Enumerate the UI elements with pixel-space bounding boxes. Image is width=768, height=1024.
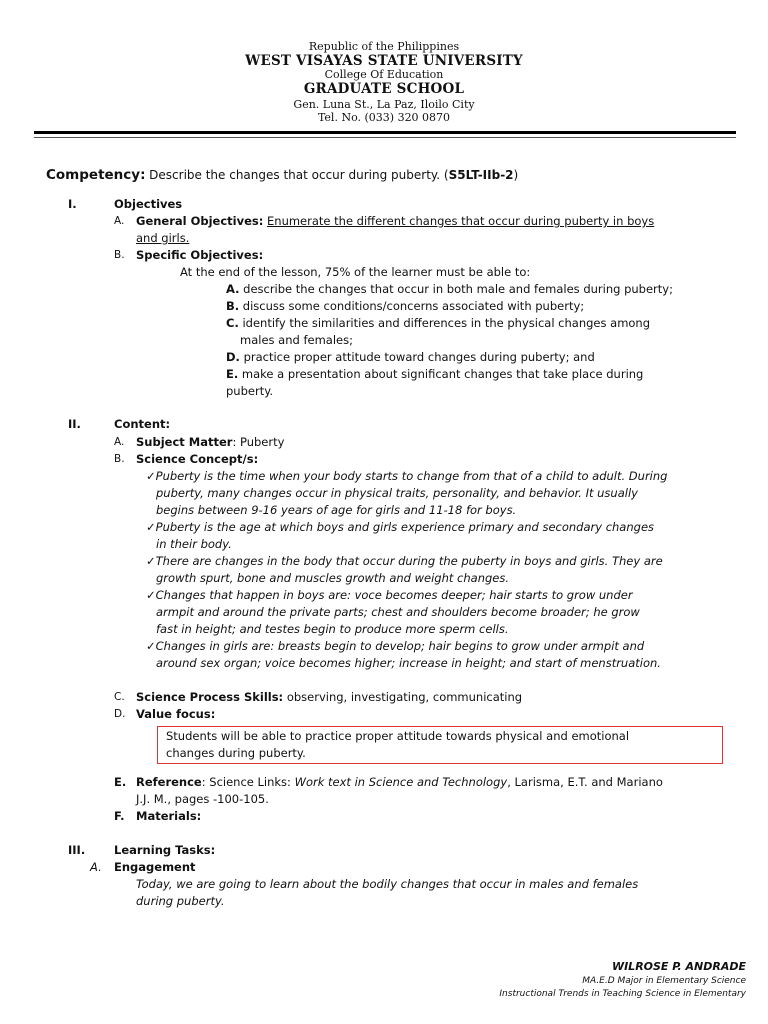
header-tel: Tel. No. (033) 320 0870 (317, 111, 451, 124)
list-marker: F. (114, 809, 125, 823)
section-title-objectives: Objectives (114, 197, 183, 211)
check-icon: ✓ (146, 520, 156, 534)
header-school: GRADUATE SCHOOL (303, 81, 465, 97)
specific-objective-item: D. practice proper attitude toward changes during puberty; and (226, 350, 595, 364)
concept-item: ✓Changes in girls are: breasts begin to develop; hair begins to grow under armpit and (146, 639, 645, 653)
general-objective-text: Enumerate the different changes that occur during puberty in boys (267, 214, 655, 228)
section-numeral-1: I. (68, 197, 77, 211)
list-marker: A. (90, 860, 102, 874)
specific-objective-item: C. identify the similarities and differences in the physical changes among (226, 316, 651, 330)
header-rule (34, 131, 736, 134)
concept-item: ✓Puberty is the age at which boys and girls experience primary and secondary changes (146, 520, 655, 534)
check-icon: ✓ (146, 588, 156, 602)
concept-item-cont: fast in height; and testes begin to produce more sperm cells. (156, 622, 509, 636)
competency-line: Competency: Describe the changes that occur during puberty. (S5LT-IIb-2) (46, 167, 519, 183)
value-focus-text: Students will be able to practice proper attitude towards physical and emotional (166, 729, 630, 743)
concept-item-cont: in their body. (156, 537, 232, 551)
list-marker: C. (114, 691, 125, 703)
specific-objectives-label: Specific Objectives: (136, 248, 264, 262)
specific-objective-item-cont: puberty. (226, 384, 274, 398)
section-numeral-3: III. (68, 843, 86, 857)
general-objective (136, 213, 654, 230)
subject-matter: Subject Matter: Puberty (136, 435, 285, 449)
specific-objective-item: A. describe the changes that occur in both male and females during puberty; (226, 282, 673, 296)
reference: Reference: Science Links: Work text in Science and Technology, Larisma, E.T. and Mariano (136, 775, 663, 789)
list-marker: D. (114, 708, 126, 720)
header-address: Gen. Luna St., La Paz, Iloilo City (293, 98, 475, 111)
process-skills-label: Science Process Skills: (136, 690, 284, 704)
section-title-tasks: Learning Tasks: (114, 843, 216, 857)
section-numeral-2: II. (68, 417, 81, 431)
section-title-content: Content: (114, 417, 171, 431)
engagement-text-cont: during puberty. (136, 894, 225, 908)
specific-objectives-intro: At the end of the lesson, 75% of the learner must be able to: (180, 265, 531, 279)
concept-item-cont: growth spurt, bone and muscles growth and weight changes. (156, 571, 510, 585)
list-marker: E. (114, 775, 127, 789)
engagement-text: Today, we are going to learn about the bodily changes that occur in males and females (136, 877, 639, 891)
subject-matter-value: Puberty (239, 435, 285, 449)
subject-matter-label: Subject Matter (136, 435, 233, 449)
header-college: College Of Education (324, 68, 444, 81)
concept-item: ✓Changes that happen in boys are: voce becomes deeper; hair starts to grow under (146, 588, 633, 602)
value-focus-label: Value focus: (136, 707, 216, 721)
check-icon: ✓ (146, 554, 156, 568)
process-skills-value: observing, investigating, communicating (286, 690, 523, 704)
concept-item: ✓Puberty is the time when your body starts to change from that of a child to adult. During (146, 469, 668, 483)
general-objective-label: General Objectives: (136, 214, 264, 228)
concept-item-cont: begins between 9-16 years of age for girls and 11-18 for boys. (156, 503, 517, 517)
author-degree: MA.E.D Major in Elementary Science (582, 976, 746, 986)
specific-objective-item: B. discuss some conditions/concerns associated with puberty; (226, 299, 585, 313)
science-concepts-label: Science Concept/s: (136, 452, 259, 466)
concept-item-cont: around sex organ; voice becomes higher; increase in height; and start of menstruation. (156, 656, 661, 670)
reference-title: Work text in Science and Technology (294, 775, 508, 789)
engagement-label: Engagement (114, 860, 196, 874)
list-marker: A. (114, 436, 125, 448)
specific-objective-item-cont: males and females; (240, 333, 353, 347)
competency-label: Competency: (46, 167, 146, 183)
value-focus-text-cont: changes during puberty. (166, 746, 306, 760)
reference-label: Reference (136, 775, 202, 789)
concept-item-cont: puberty, many changes occur in physical traits, personality, and behavior. It usually (156, 486, 638, 500)
header-university: WEST VISAYAS STATE UNIVERSITY (245, 53, 523, 69)
check-icon: ✓ (146, 469, 156, 483)
author-name: WILROSE P. ANDRADE (611, 960, 746, 973)
materials-label: Materials: (136, 809, 202, 823)
header-rule-thin (34, 137, 736, 138)
specific-objective-item: E. make a presentation about significant changes that take place during (226, 367, 644, 381)
concept-item: ✓There are changes in the body that occur during the puberty in boys and girls. They are (146, 554, 663, 568)
competency-text: Describe the changes that occur during puberty. ( (149, 168, 449, 182)
process-skills (136, 689, 522, 706)
check-icon: ✓ (146, 639, 156, 653)
reference-cont: J.J. M., pages -100-105. (136, 792, 269, 806)
header-republic: Republic of the Philippines (308, 40, 460, 53)
author-course: Instructional Trends in Teaching Science in Elementary (499, 989, 746, 999)
list-marker: A. (114, 215, 125, 227)
list-marker: B. (114, 249, 125, 261)
competency-code: S5LT-IIb-2 (448, 168, 514, 182)
concept-item-cont: armpit and around the private parts; chest and shoulders become broader; he grow (156, 605, 640, 619)
list-marker: B. (114, 453, 125, 465)
general-objective-text-cont: and girls. (136, 231, 190, 245)
